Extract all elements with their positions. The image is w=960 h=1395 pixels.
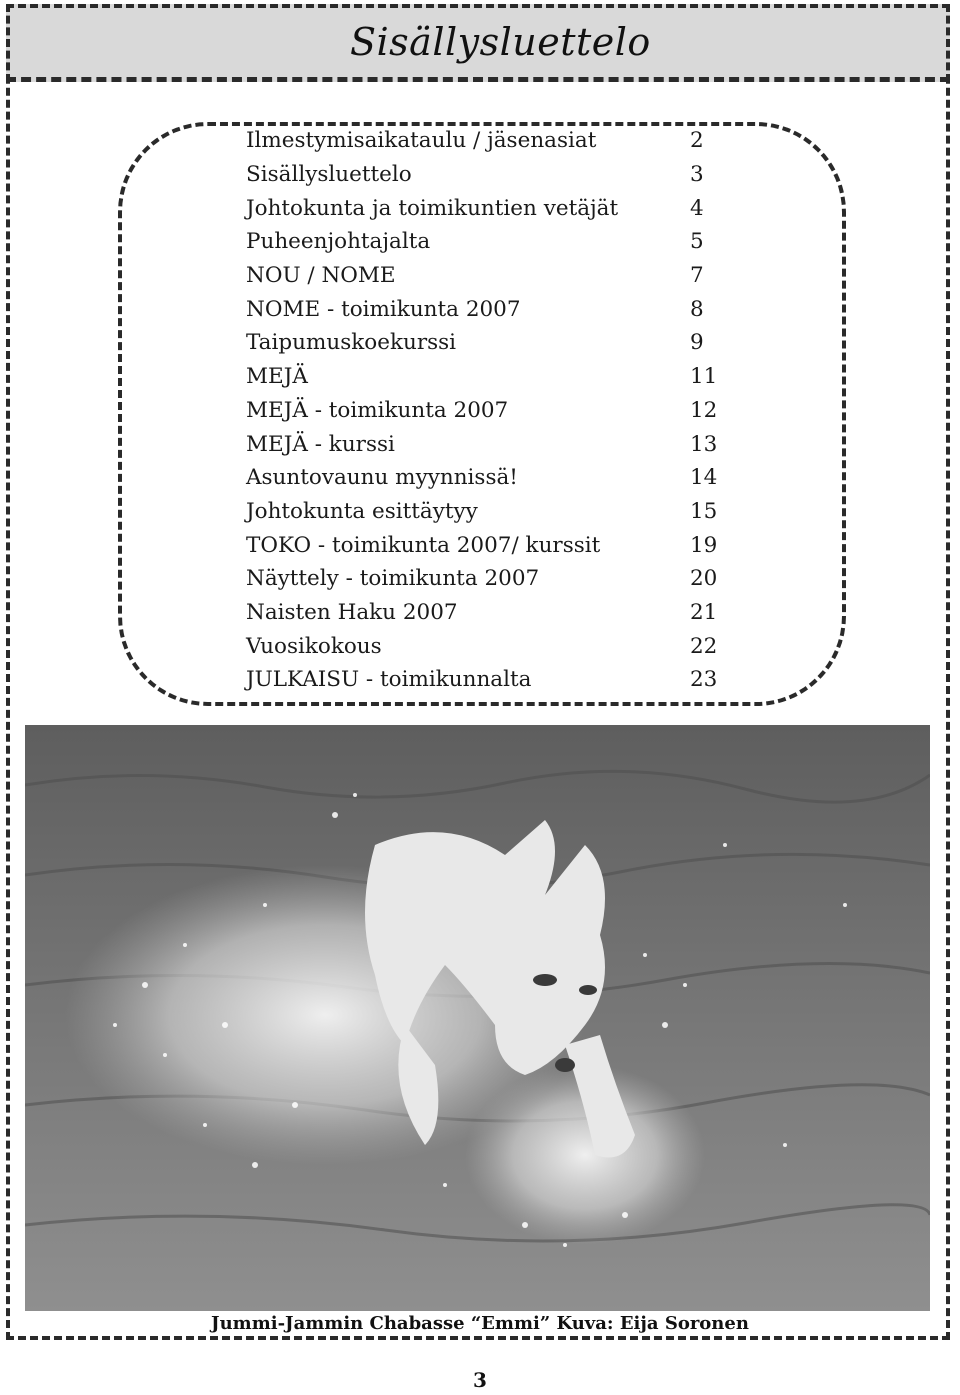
toc-entry-page: 21 <box>690 599 718 625</box>
toc-entry <box>246 629 716 663</box>
toc-entry-label: Taipumuskoekurssi <box>246 330 457 356</box>
dog-photo-illustration <box>25 725 930 1311</box>
toc-entry <box>246 326 716 360</box>
table-of-contents <box>246 124 716 697</box>
toc-entry-label: Naisten Haku 2007 <box>246 599 458 625</box>
toc-entry-page: 5 <box>690 229 704 255</box>
toc-entry-label: Sisällysluettelo <box>246 162 412 188</box>
toc-entry-page: 4 <box>690 195 704 221</box>
toc-entry-page: 13 <box>690 431 718 457</box>
toc-entry <box>246 360 716 394</box>
toc-entry-page: 20 <box>690 566 718 592</box>
toc-entry-page: 9 <box>690 330 704 356</box>
toc-entry <box>246 191 716 225</box>
toc-entry <box>246 528 716 562</box>
toc-entry-label: Puheenjohtajalta <box>246 229 431 255</box>
toc-entry <box>246 562 716 596</box>
toc-entry <box>246 225 716 259</box>
toc-entry-page: 7 <box>690 263 704 289</box>
toc-entry-label: Johtokunta esittäytyy <box>246 498 478 524</box>
toc-entry-label: JULKAISU - toimikunnalta <box>246 667 532 693</box>
dog-photo <box>25 725 930 1311</box>
toc-entry-page: 8 <box>690 296 704 322</box>
toc-entry-page: 3 <box>690 162 704 188</box>
toc-entry <box>246 394 716 428</box>
toc-entry <box>246 292 716 326</box>
photo-caption: Jummi-Jammin Chabasse “Emmi” Kuva: Eija Soronen <box>211 1313 749 1334</box>
toc-entry <box>246 427 716 461</box>
toc-entry-label: Näyttely - toimikunta 2007 <box>246 566 540 592</box>
toc-entry-label: MEJÄ <box>246 364 308 390</box>
toc-entry-label: MEJÄ - kurssi <box>246 431 395 457</box>
toc-entry <box>246 596 716 630</box>
toc-entry-label: Vuosikokous <box>246 633 382 659</box>
toc-entry-page: 11 <box>690 364 718 390</box>
toc-entry-label: Ilmestymisaikataulu / jäsenasiat <box>246 128 597 154</box>
toc-entry <box>246 259 716 293</box>
toc-entry-label: MEJÄ - toimikunta 2007 <box>246 397 509 423</box>
toc-entry <box>246 495 716 529</box>
toc-entry-page: 12 <box>690 397 718 423</box>
toc-entry-label: Asuntovaunu myynnissä! <box>246 465 518 491</box>
toc-entry-page: 14 <box>690 465 718 491</box>
toc-entry-label: TOKO - toimikunta 2007/ kurssit <box>246 532 601 558</box>
toc-entry-page: 22 <box>690 633 718 659</box>
toc-entry <box>246 461 716 495</box>
page-number: 3 <box>473 1368 487 1392</box>
toc-entry-page: 2 <box>690 128 704 154</box>
toc-entry <box>246 158 716 192</box>
toc-entry-page: 23 <box>690 667 718 693</box>
toc-entry <box>246 663 716 697</box>
toc-entry <box>246 124 716 158</box>
toc-entry-page: 19 <box>690 532 718 558</box>
toc-entry-label: NOME - toimikunta 2007 <box>246 296 521 322</box>
toc-entry-label: Johtokunta ja toimikuntien vetäjät <box>246 195 619 221</box>
toc-entry-page: 15 <box>690 498 718 524</box>
page-title: Sisällysluettelo <box>350 20 651 64</box>
toc-entry-label: NOU / NOME <box>246 263 396 289</box>
